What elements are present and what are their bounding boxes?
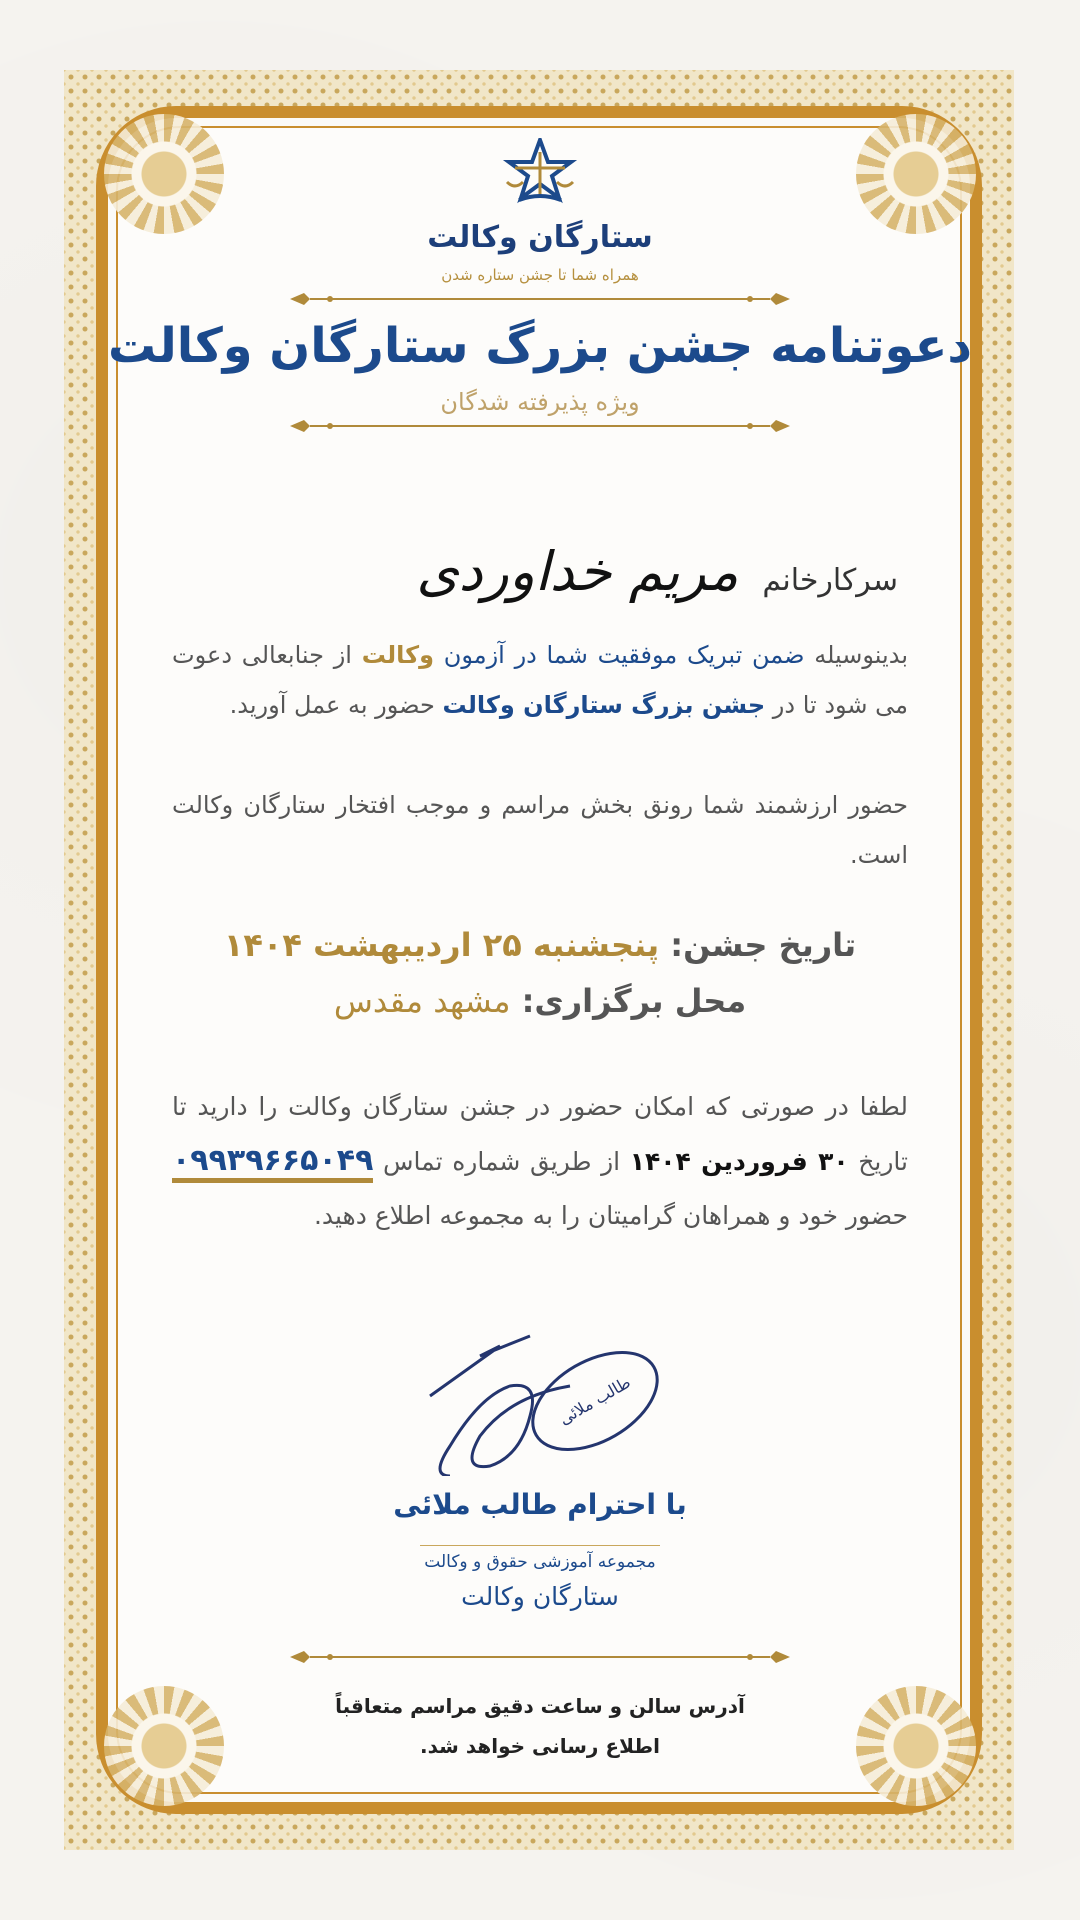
invitation-subtitle: ویژه پذیرفته شدگان	[440, 388, 640, 416]
greeting-line	[416, 540, 898, 603]
ornamental-divider-top	[290, 290, 790, 308]
handwritten-signature	[420, 1326, 670, 1476]
invitation-title: دعوتنامه جشن بزرگ ستارگان وکالت	[107, 318, 973, 374]
footer-line-2: اطلاع رسانی خواهد شد.	[420, 1734, 660, 1758]
p1-part-e: جشن بزرگ ستارگان وکالت	[442, 691, 766, 719]
rsvp-deadline: ۳۰ فروردین ۱۴۰۴	[629, 1147, 849, 1176]
p1-part-d: از جنابعالی دعوت می شود تا در	[172, 641, 908, 719]
p1-part-b: ضمن تبریک موفقیت شما در آزمون	[434, 641, 805, 669]
footer-line-1: آدرس سالن و ساعت دقیق مراسم متعاقباً	[335, 1694, 745, 1718]
footer-note	[0, 1686, 1080, 1766]
p1-part-f: حضور به عمل آورید.	[229, 691, 443, 719]
rsvp-part-a: لطفا در صورتی که امکان حضور در جشن ستارگان وکالت را دارید تا تاریخ	[172, 1092, 908, 1176]
organization-description: مجموعه آموزشی حقوق و وکالت	[424, 1552, 656, 1572]
event-date-value: پنجشنبه ۲۵ اردیبهشت ۱۴۰۴	[223, 926, 660, 964]
rsvp-part-c: حضور خود و همراهان گرامیتان را به مجموعه اطلاع دهید.	[313, 1201, 908, 1230]
ornamental-divider-middle	[290, 417, 790, 435]
signer-name: با احترام طالب ملائی	[393, 1488, 687, 1521]
brand-name: ستارگان وکالت	[427, 220, 653, 255]
rsvp-part-b: از طریق شماره تماس	[373, 1147, 630, 1176]
brand-logo-icon	[497, 138, 583, 208]
rsvp-paragraph	[172, 1080, 908, 1243]
brand-slogan: همراه شما تا جشن ستاره شدن	[441, 266, 639, 284]
rsvp-phone-number[interactable]: ۰۹۹۳۹۶۶۵۰۴۹	[172, 1143, 373, 1183]
svg-text:طالب ملائی: طالب ملائی	[555, 1372, 634, 1429]
signature-rule	[420, 1545, 660, 1546]
p1-part-c: وکالت	[361, 641, 434, 669]
invitation-paragraph-1	[172, 630, 908, 730]
salutation: سرکارخانم	[762, 563, 898, 598]
organization-brand: ستارگان وکالت	[461, 1582, 619, 1611]
ornamental-divider-bottom	[290, 1648, 790, 1666]
event-venue	[0, 982, 1080, 1020]
event-date-label: تاریخ جشن:	[670, 926, 857, 964]
event-venue-label: محل برگزاری:	[521, 982, 747, 1020]
event-venue-value: مشهد مقدس	[333, 982, 511, 1020]
p1-part-a: بدینوسیله	[804, 641, 909, 669]
event-date	[0, 926, 1080, 964]
invitation-paragraph-2: حضور ارزشمند شما رونق بخش مراسم و موجب افتخار ستارگان وکالت است.	[172, 791, 908, 869]
guest-name: مریم خداوردی	[416, 540, 739, 603]
